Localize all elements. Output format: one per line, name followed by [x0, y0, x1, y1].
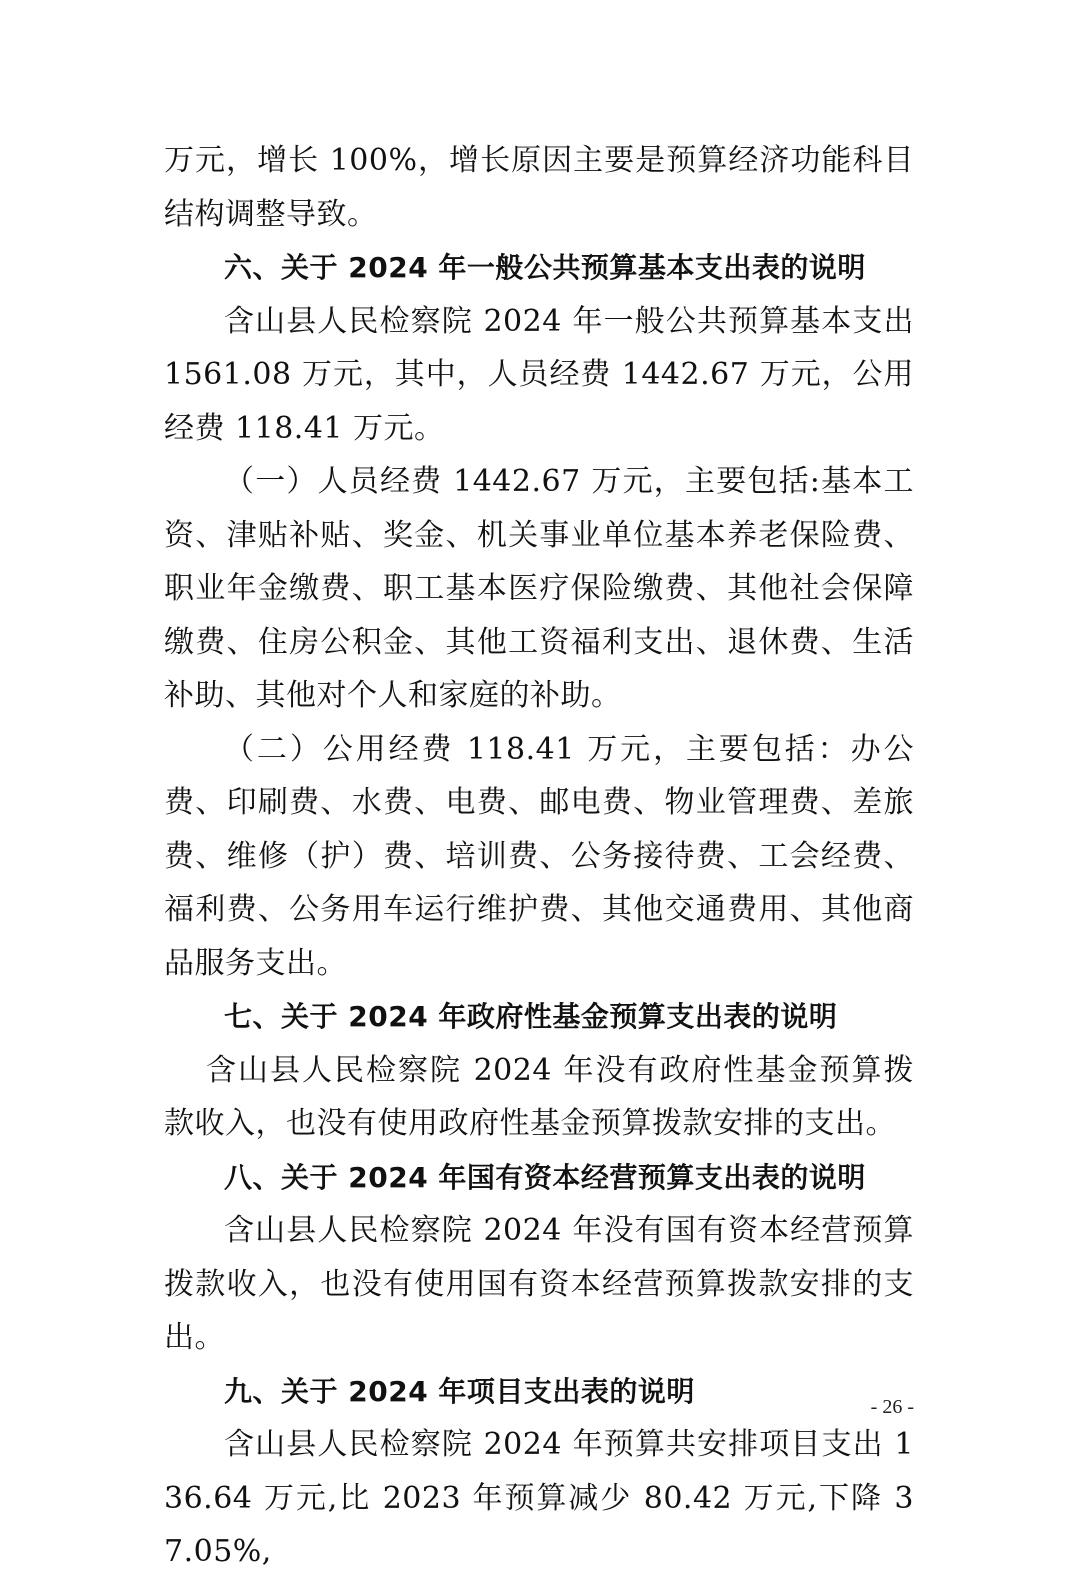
paragraph-project-expenditure: 含山县人民检察院 2024 年预算共安排项目支出 136.64 万元,比 2023 年预算减少 80.42 万元,下降 37.05%,: [164, 1427, 914, 1569]
paragraph-continuation: 万元，增长 100%，增长原因主要是预算经济功能科目结构调整导致。: [164, 143, 914, 232]
paragraph-state-capital: 含山县人民检察院 2024 年没有国有资本经营预算拨款收入，也没有使用国有资本经营预算拨款安排的支出。: [164, 1213, 914, 1355]
section-heading-7: 七、关于 2024 年政府性基金预算支出表的说明: [224, 1000, 838, 1033]
paragraph-basic-expenditure: 含山县人民检察院 2024 年一般公共预算基本支出 1561.08 万元，其中，人员经费 1442.67 万元，公用经费 118.41 万元。: [164, 303, 914, 446]
section-heading-9: 九、关于 2024 年项目支出表的说明: [224, 1374, 695, 1408]
paragraph-personnel-expenses: （一）人员经费 1442.67 万元，主要包括:基本工资、津贴补贴、奖金、机关事业单位基本养老保险费、职业年金缴费、职工基本医疗保险缴费、其他社会保障缴费、住房公积金、其他工资福利支出、退休费、生活补助、其他对个人和家庭的补助。: [164, 464, 914, 713]
document-body: [164, 134, 914, 1579]
page-number: - 26 -: [870, 1396, 914, 1418]
section-heading-6: 六、关于 2024 年一般公共预算基本支出表的说明: [224, 251, 866, 284]
paragraph-public-expenses: （二）公用经费 118.41 万元，主要包括：办公费、印刷费、水费、电费、邮电费、物业管理费、差旅费、维修（护）费、培训费、公务接待费、工会经费、福利费、公务用车运行维护费、其他交通费用、其他商品服务支出。: [164, 731, 914, 981]
paragraph-government-fund: 含山县人民检察院 2024 年没有政府性基金预算拨款收入，也没有使用政府性基金预算拨款安排的支出。: [164, 1052, 914, 1141]
section-heading-8: 八、关于 2024 年国有资本经营预算支出表的说明: [224, 1160, 866, 1194]
